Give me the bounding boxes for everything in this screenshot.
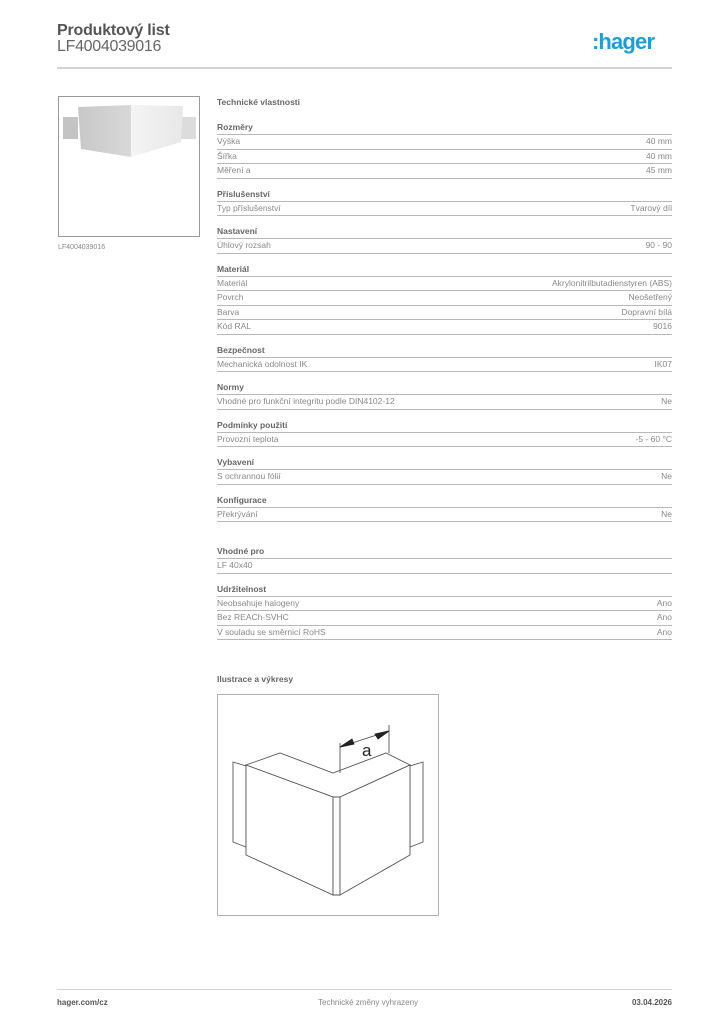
- spec-value: Neošetřený: [628, 292, 672, 302]
- spec-value: -5 - 60 °C: [635, 433, 672, 444]
- group-title: Vybavení: [217, 456, 672, 470]
- spec-row: [217, 202, 672, 217]
- group-title: Normy: [217, 381, 672, 395]
- spec-label: Provozní teplota: [217, 433, 279, 444]
- group-title: Udržitelnost: [217, 583, 672, 597]
- spec-row: [217, 135, 672, 150]
- spec-group-prislusenstvi: [217, 188, 672, 217]
- spec-label: Mechanická odolnost IK: [217, 358, 308, 369]
- spec-label: Kód RAL: [217, 321, 252, 331]
- spec-row: [217, 433, 672, 448]
- spec-row: [217, 291, 672, 306]
- spec-row: [217, 508, 672, 523]
- spec-value: Ne: [661, 471, 672, 481]
- spec-value: 9016: [653, 321, 672, 331]
- spec-row: [217, 277, 672, 292]
- group-title: Rozměry: [217, 121, 672, 135]
- spec-label: LF 40x40: [217, 560, 253, 570]
- spec-label: V souladu se směrnicí RoHS: [217, 626, 326, 637]
- spec-row: [217, 597, 672, 612]
- spec-value: 40 mm: [646, 136, 672, 146]
- spec-group-material: [217, 263, 672, 335]
- spec-value: 45 mm: [646, 165, 672, 175]
- spec-value: 40 mm: [646, 150, 672, 161]
- group-title: Materiál: [217, 263, 672, 277]
- footer-divider: [57, 989, 672, 990]
- group-title: Nastavení: [217, 225, 672, 239]
- spec-label: Typ příslušenství: [217, 202, 281, 213]
- spec-label: Barva: [217, 306, 240, 317]
- specs-title: Technické vlastnosti: [217, 97, 300, 107]
- spec-row: [217, 358, 672, 373]
- product-code: LF4004039016: [57, 38, 162, 55]
- illustration-drawing: [217, 694, 439, 916]
- spec-group-udrzitelnost: [217, 583, 672, 641]
- spec-label: Výška: [217, 136, 241, 146]
- group-title: Podmínky použití: [217, 419, 672, 433]
- technical-specs: [217, 95, 672, 649]
- spec-label: Překrývání: [217, 508, 258, 519]
- spec-group-vybaveni: [217, 456, 672, 485]
- group-title: Příslušenství: [217, 188, 672, 202]
- footer-date: 03.04.2026: [631, 998, 672, 1007]
- spec-group-podminky-pouziti: [217, 419, 672, 448]
- spec-value: Ne: [661, 396, 672, 406]
- spec-row: [217, 395, 672, 410]
- spec-label: Materiál: [217, 277, 248, 288]
- spec-group-konfigurace: [217, 494, 672, 523]
- spec-row: [217, 626, 672, 641]
- spec-row: [217, 611, 672, 626]
- spec-label: Měření a: [217, 165, 251, 175]
- spec-row: [217, 150, 672, 165]
- dimension-label: a: [362, 741, 372, 760]
- spec-value: Ano: [656, 626, 672, 637]
- group-title: Bezpečnost: [217, 344, 672, 358]
- spec-label: S ochrannou fólií: [217, 471, 281, 481]
- spec-value: Ano: [656, 612, 672, 622]
- spec-group-vhodne-pro: [217, 545, 672, 574]
- spec-value: Ne: [661, 508, 672, 519]
- group-title: Vhodné pro: [217, 545, 672, 559]
- spec-value: 90 - 90: [645, 240, 672, 250]
- logo-colon: :: [592, 29, 599, 54]
- logo-text: hager: [598, 29, 655, 54]
- product-thumbnail: [58, 96, 200, 237]
- spec-label: Neobsahuje halogeny: [217, 597, 300, 608]
- spec-label: Bez REACh-SVHC: [217, 612, 289, 622]
- spec-label: Úhlový rozsah: [217, 240, 271, 250]
- spec-value: Ano: [656, 597, 672, 608]
- spec-row: [217, 164, 672, 179]
- header-divider: [57, 67, 672, 69]
- spec-value: Tvarový díl: [630, 202, 672, 213]
- spec-label: Šířka: [217, 150, 237, 161]
- hager-logo: [592, 29, 654, 55]
- footer-website: hager.com/cz: [57, 998, 108, 1007]
- spec-row: [217, 470, 672, 485]
- spec-group-bezpecnost: [217, 344, 672, 373]
- spec-value: Akrylonitrilbutadienstyren (ABS): [552, 277, 672, 288]
- group-title: Konfigurace: [217, 494, 672, 508]
- spec-group-normy: [217, 381, 672, 410]
- spec-group-nastaveni: [217, 225, 672, 254]
- footer-notice: Technické změny vyhrazeny: [318, 998, 419, 1007]
- spec-value: Dopravní bílá: [621, 306, 672, 317]
- spec-row: [217, 559, 672, 574]
- thumbnail-caption: LF4004039016: [58, 244, 106, 251]
- illustration-title: Ilustrace a výkresy: [217, 674, 294, 684]
- document-title: Produktový list: [57, 22, 170, 39]
- spec-label: Povrch: [217, 292, 244, 302]
- spec-value: IK07: [654, 358, 672, 369]
- spec-row: [217, 239, 672, 254]
- corner-drawing-icon: [218, 695, 438, 915]
- product-photo-icon: [59, 97, 199, 236]
- spec-row: [217, 306, 672, 321]
- spec-row: [217, 320, 672, 335]
- spec-label: Vhodné pro funkční integritu podle DIN4102-12: [217, 396, 395, 406]
- spec-group-rozmery: [217, 121, 672, 179]
